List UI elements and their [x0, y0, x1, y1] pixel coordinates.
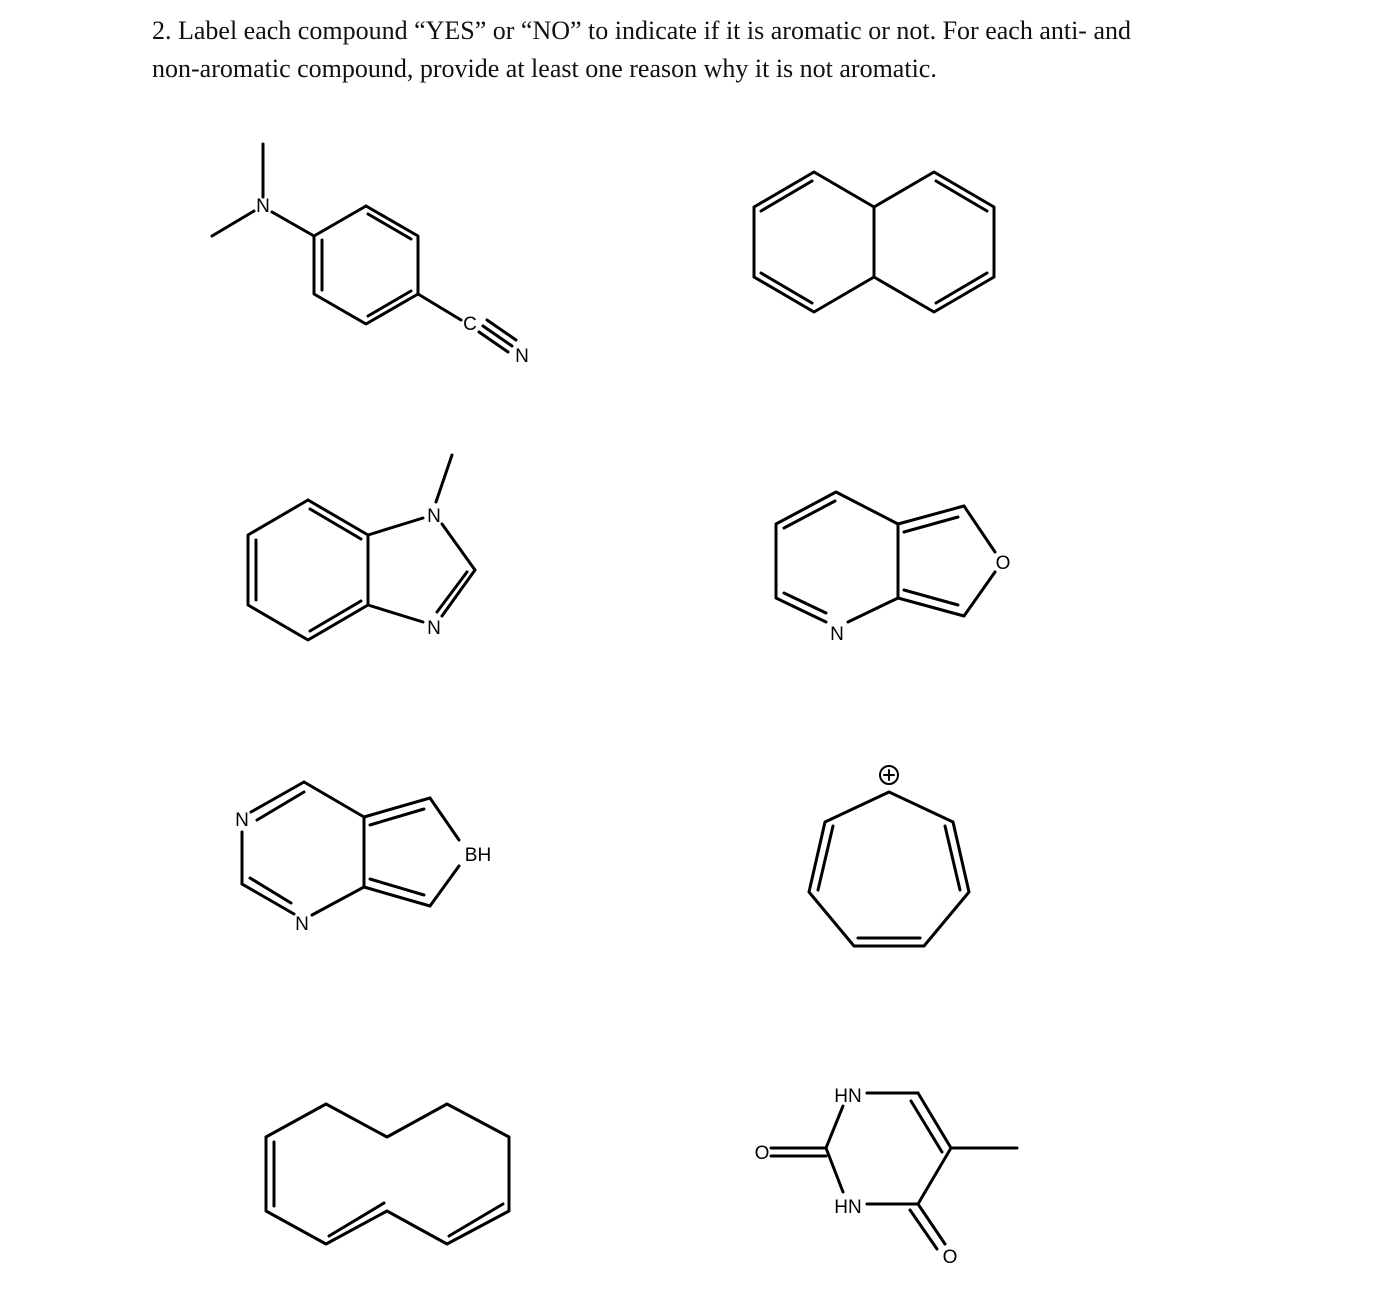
compound-1-ring: [314, 206, 418, 324]
compound-8-bond: [826, 1148, 843, 1192]
compound-3-bond: [368, 605, 423, 622]
compound-5-bond: [430, 866, 459, 906]
compound-8-double-bond: [910, 1210, 937, 1249]
compound-2-double-bond: [936, 181, 987, 211]
compound-6-tropylium: [809, 766, 969, 946]
compound-4-double-bond: [784, 593, 826, 613]
compound-2-double-bond: [761, 181, 812, 211]
compound-8-atom-label: HN: [834, 1086, 862, 1107]
compound-8-bond: [826, 1106, 843, 1148]
compound-3-benzene-ring: [248, 500, 368, 640]
compound-2-ring-right: [874, 172, 994, 312]
compound-1-bond-n-methyl-left: [212, 211, 254, 236]
compound-1-dimethylaminobenzonitrile: [212, 144, 529, 367]
compound-4-bond: [848, 598, 898, 622]
compound-1-atom-label: N: [515, 346, 529, 367]
compound-1-bond-ring-c: [418, 294, 461, 320]
compound-7-double-bond: [329, 1203, 384, 1236]
compound-1-double-bond: [368, 214, 411, 239]
compound-1-bond-n-ring: [272, 212, 314, 236]
compound-3-methylbenzimidazole: [248, 455, 475, 640]
compound-3-bond-methyl: [436, 455, 452, 502]
compound-4-bond: [964, 506, 995, 552]
compound-5-atom-label: N: [235, 810, 249, 831]
compound-8-atom-label: O: [754, 1143, 770, 1164]
compound-4-atom-label: N: [830, 624, 844, 645]
compound-3-atom-label: N: [427, 618, 441, 639]
compound-8-atom-label: HN: [834, 1197, 862, 1218]
compound-5-bond: [364, 798, 430, 817]
compound-7-large-ring: [266, 1104, 509, 1244]
compound-8-thymine: [755, 1086, 1017, 1268]
compound-5-bond: [430, 798, 459, 840]
compound-4-furopyridine: [776, 492, 1010, 645]
compound-3-bond: [442, 570, 475, 616]
compound-1-double-bond: [368, 291, 411, 316]
compound-3-atom-label: N: [427, 506, 441, 527]
compound-5-atom-label: N: [295, 914, 309, 935]
compound-1-atom-label: N: [256, 196, 270, 217]
compound-3-bond: [442, 524, 475, 570]
compound-5-bond: [364, 887, 430, 906]
compound-2-ring-left: [754, 172, 874, 312]
compound-6-double-bond: [818, 826, 833, 890]
compound-4-atom-label: O: [995, 553, 1011, 574]
compound-6-ring: [809, 792, 969, 946]
compound-6-double-bond: [945, 826, 960, 890]
compound-2-double-bond: [936, 273, 987, 303]
compound-4-bond: [964, 572, 995, 616]
compound-3-bond: [368, 518, 423, 535]
compound-3-double-bond: [310, 601, 361, 631]
compound-8-atom-label: O: [942, 1247, 958, 1268]
compound-8-bond: [918, 1148, 951, 1204]
compound-5-boron-pyrimidine: [235, 782, 491, 935]
compound-5-atom-label: BH: [464, 845, 492, 866]
compound-4-bond: [898, 598, 964, 616]
compound-2-naphthalene: [754, 172, 994, 312]
compound-4-pyridine-ring: [776, 492, 898, 622]
compound-2-double-bond: [761, 273, 812, 303]
question-line-2: non-aromatic compound, provide at least one reason why it is not aromatic.: [152, 54, 937, 83]
compound-4-bond: [898, 506, 964, 524]
question-line-1: 2. Label each compound “YES” or “NO” to indicate if it is aromatic or not. For each anti- and: [152, 16, 1131, 45]
compound-8-bond: [918, 1204, 945, 1244]
compound-1-atom-label: C: [463, 314, 477, 335]
compound-3-double-bond: [310, 509, 361, 539]
compound-3-double-bond: [437, 572, 467, 612]
compound-5-ring: [304, 782, 364, 915]
